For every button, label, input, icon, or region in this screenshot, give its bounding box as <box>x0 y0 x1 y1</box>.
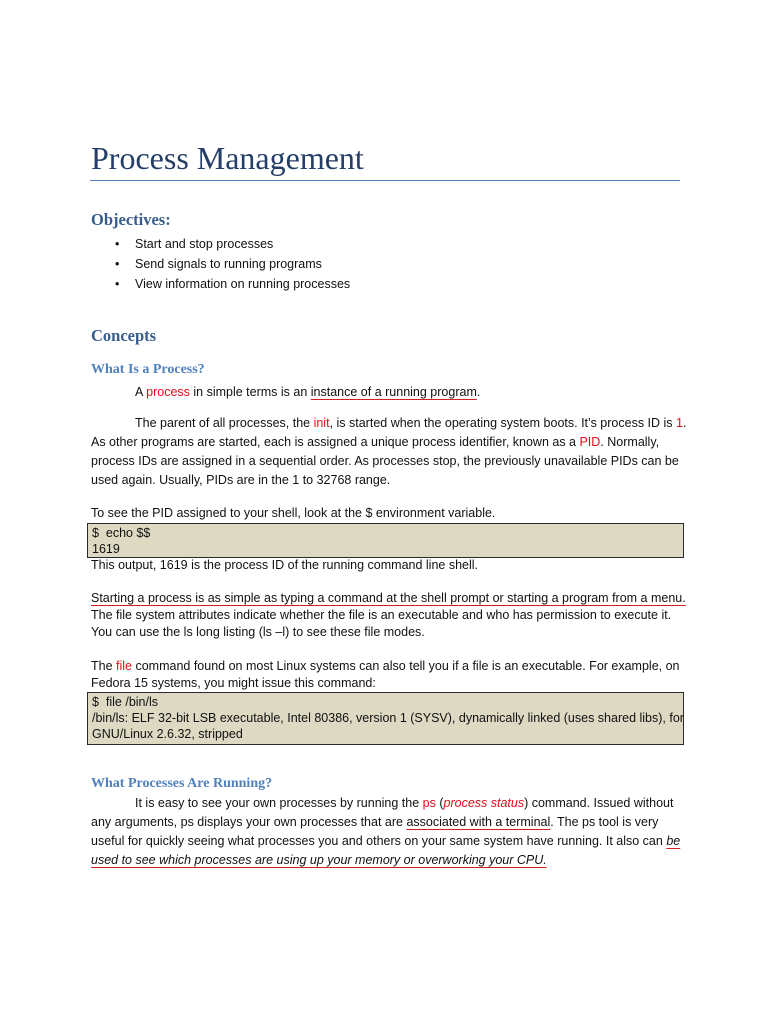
code-block-file <box>87 692 684 745</box>
paragraph-shell-pid: To see the PID assigned to your shell, look at the $ environment variable. <box>91 506 496 520</box>
bullet-icon: • <box>115 277 120 291</box>
what-is-process-heading: What Is a Process? <box>91 362 205 377</box>
concepts-heading: Concepts <box>91 326 157 345</box>
paragraph-file-command: The file command found on most Linux systems can also tell you if a file is an executable. For example, on Fedora 15 systems, you might issue this command: <box>91 659 680 690</box>
title-divider <box>90 180 680 181</box>
bullet-icon: • <box>115 237 120 251</box>
code-line: 1619 <box>92 542 120 556</box>
processes-running-heading: What Processes Are Running? <box>91 776 273 791</box>
list-item: • View information on running processes <box>115 277 351 291</box>
code-block-echo <box>87 523 684 558</box>
list-item: • Send signals to running programs <box>115 257 322 271</box>
paragraph-starting: Starting a process is as simple as typing a command at the shell prompt or starting a program from a menu. The file system attributes indicate whether the file is an executable and who has permission to execute it. You can use the ls long listing (ls –l) to see these file modes. <box>91 591 686 639</box>
paragraph-definition: A process in simple terms is an instance of a running program. <box>135 385 481 399</box>
page-title: Process Management <box>91 140 364 176</box>
code-line: /bin/ls: ELF 32-bit LSB executable, Intel 80386, version 1 (SYSV), dynamically linked (uses shared libs), for <box>92 711 684 725</box>
code-line: $ file /bin/ls <box>92 695 159 709</box>
paragraph-output: This output, 1619 is the process ID of the running command line shell. <box>91 558 479 572</box>
paragraph-init: The parent of all processes, the init, is started when the operating system boots. It’s process ID is 1. As other programs are started, each is assigned a unique process identifier, known as a PID. Normally, process IDs are assigned in a sequential order. As processes stop, the previously unavailable PIDs can be used again. Usually, PIDs are in the 1 to 32768 range. <box>91 416 687 487</box>
code-line: GNU/Linux 2.6.32, stripped <box>92 727 243 741</box>
code-line: $ echo $$ <box>92 526 151 540</box>
list-item: • Start and stop processes <box>115 237 274 251</box>
bullet-icon: • <box>115 257 120 271</box>
paragraph-ps: It is easy to see your own processes by running the ps (process status) command. Issued without any arguments, ps displays your own processes that are associated with a terminal. The ps tool is very useful for quickly seeing what processes you and others on your same system have running. It also can be used to see which processes are using up your memory or overworking your CPU. <box>91 796 681 867</box>
objectives-heading: Objectives: <box>91 210 171 229</box>
objectives-list <box>115 236 350 296</box>
